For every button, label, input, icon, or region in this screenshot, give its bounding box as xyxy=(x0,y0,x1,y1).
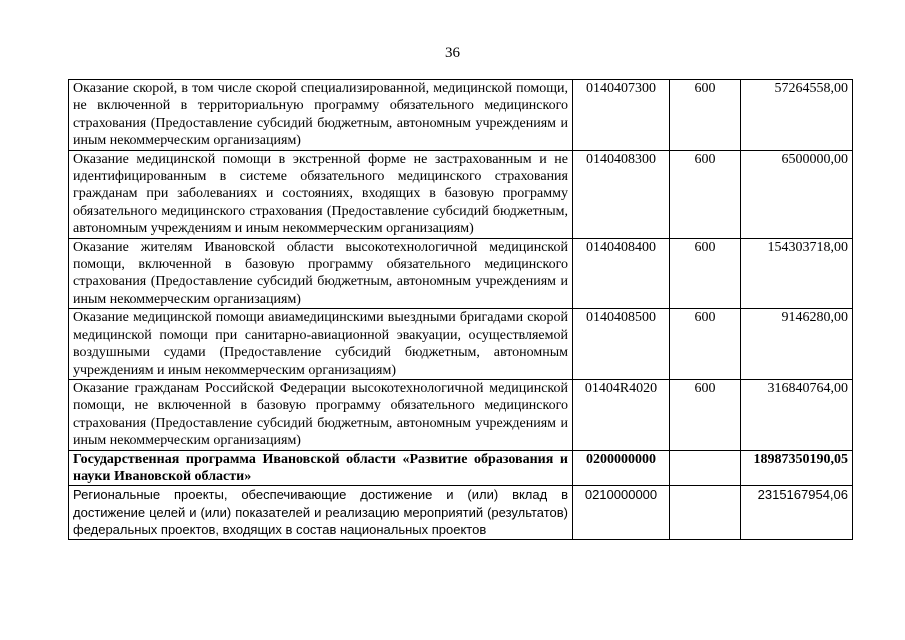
table-row xyxy=(69,379,853,450)
table-row xyxy=(69,309,853,380)
row-expense-type: 600 xyxy=(670,238,741,309)
row-amount: 18987350190,05 xyxy=(741,450,853,486)
row-expense-type xyxy=(670,450,741,486)
row-amount: 2315167954,06 xyxy=(741,486,853,539)
row-expense-type xyxy=(670,486,741,539)
row-description: Оказание жителям Ивановской области высокотехнологичной медицинской помощи, включенной в базовую программу обязательного медицинского страхования (Предоставление субсидий бюджетным, автономным учреждениям и иным некоммерческим организациям) xyxy=(69,238,573,309)
row-amount: 6500000,00 xyxy=(741,150,853,238)
row-description: Оказание медицинской помощи в экстренной форме не застрахованным и не идентифицированным в системе обязательного медицинского страхования гражданам при заболеваниях и состояниях, входящих в базовую программу обязательного медицинского страхования (Предоставление субсидий бюджетным, автономным учреждениям и иным некоммерческим организациям) xyxy=(69,150,573,238)
row-description: Оказание скорой, в том числе скорой специализированной, медицинской помощи, не включенной в территориальную программу обязательного медицинского страхования (Предоставление субсидий бюджетным, автономным учреждениям и иным некоммерческим организациям) xyxy=(69,80,573,151)
row-amount: 154303718,00 xyxy=(741,238,853,309)
row-description: Оказание гражданам Российской Федерации высокотехнологичной медицинской помощи, не включенной в базовую программу обязательного медицинского страхования (Предоставление субсидий бюджетным, автономным учреждениям и иным некоммерческим организациям) xyxy=(69,379,573,450)
table-row xyxy=(69,80,853,151)
table-row xyxy=(69,486,853,539)
row-description: Региональные проекты, обеспечивающие достижение и (или) вклад в достижение целей и (или) показателей и реализацию мероприятий (результатов) федеральных проектов, входящих в состав национальных проектов xyxy=(69,486,573,539)
budget-table xyxy=(68,79,853,540)
row-amount: 9146280,00 xyxy=(741,309,853,380)
row-code: 0140408300 xyxy=(573,150,670,238)
row-expense-type: 600 xyxy=(670,150,741,238)
row-expense-type: 600 xyxy=(670,379,741,450)
row-expense-type: 600 xyxy=(670,80,741,151)
row-description: Государственная программа Ивановской области «Развитие образования и науки Ивановской области» xyxy=(69,450,573,486)
row-code: 0140407300 xyxy=(573,80,670,151)
row-description: Оказание медицинской помощи авиамедицинскими выездными бригадами скорой медицинской помощи при санитарно-авиационной эвакуации, осуществляемой воздушными судами (Предоставление субсидий бюджетным, автономным учреждениям и иным некоммерческим организациям) xyxy=(69,309,573,380)
row-code: 0210000000 xyxy=(573,486,670,539)
table-row xyxy=(69,150,853,238)
row-amount: 57264558,00 xyxy=(741,80,853,151)
page-number: 36 xyxy=(445,45,460,61)
row-amount: 316840764,00 xyxy=(741,379,853,450)
row-code: 0200000000 xyxy=(573,450,670,486)
row-code: 01404R4020 xyxy=(573,379,670,450)
program-row xyxy=(69,450,853,486)
row-code: 0140408500 xyxy=(573,309,670,380)
row-code: 0140408400 xyxy=(573,238,670,309)
row-expense-type: 600 xyxy=(670,309,741,380)
table-row xyxy=(69,238,853,309)
